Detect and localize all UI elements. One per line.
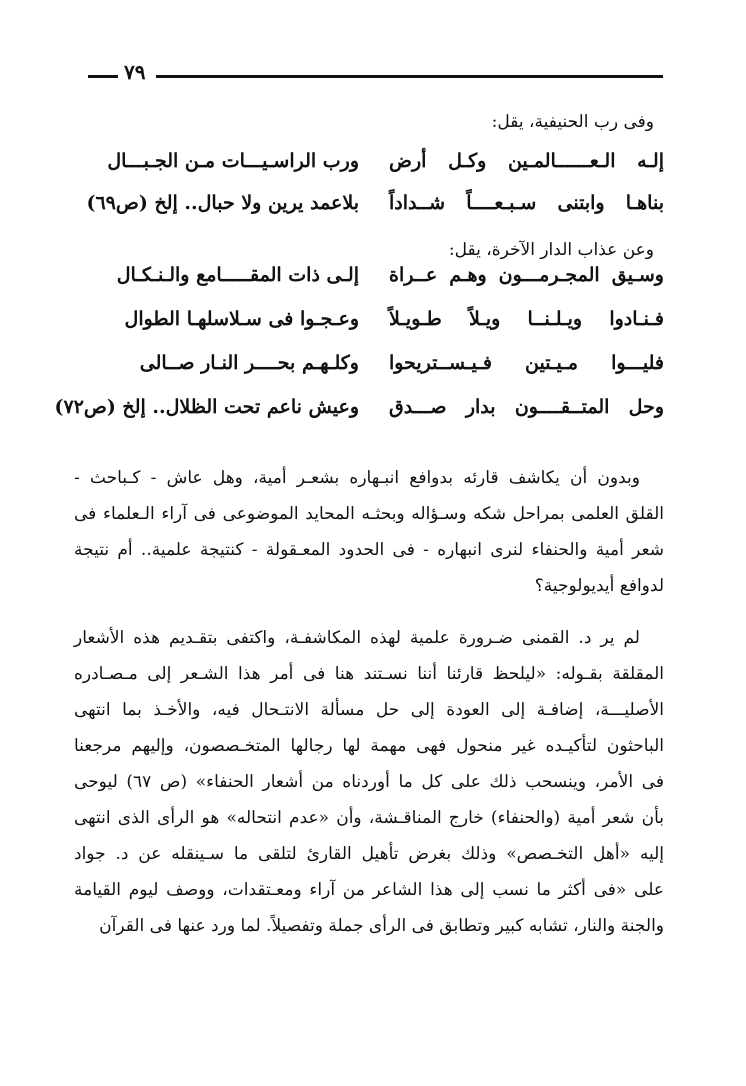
text-line: المقلقة بقـوله: «ليلحظ قارئنا أننا نسـتند هنا فى أمر هذا الشـعر إلى مـصـادره [74,664,664,684]
paragraph-2 [74,620,664,944]
verse-row [84,258,664,292]
text-line: والجنة والنار، تشابه كبير وتطابق فى الرأى جملة وتفصيلاً. لما ورد عنها فى القرآن [99,916,664,936]
verse-row [84,302,664,336]
section1-intro: وفى رب الحنيفية، يقل: [491,112,654,132]
verse-row [84,186,664,220]
text-line: على «فى أكثر ما نسب إلى هذا الشاعر من آراء ومعـتقدات، ووصف ليوم القيامة [74,880,664,900]
verse-hemistich-second: وعيش ناعم تحت الظلال.. إلخ (ص٧٢) [54,396,359,418]
paragraph-1 [74,460,664,604]
verse-hemistich-second: إلـى ذات المقـــــامع والـنـكـال [116,264,359,286]
header-rule-short [88,75,118,78]
verse-row [54,390,664,424]
verse-hemistich-first: إلـه الـعــــــالمـين وكـل أرض [389,150,664,172]
verse-hemistich-first: بناهـا وابتنى سـبـعــــاً شــداداً [389,192,664,214]
text-line: إليه «أهل التخـصص» وذلك بغرض تأهيل القارئ لتلقى ما سـينقله عن د. جواد [74,844,664,864]
text-line: فى الأمر، وينسحب ذلك على كل ما أوردناه من أشعار الحنفاء» (ص ٦٧) ليوحى [74,772,664,792]
verse-row [84,346,664,380]
text-line: لدوافع أيديولوجية؟ [534,576,664,596]
page-number: ٧٩ [124,60,146,84]
verse-hemistich-first: فـنـادوا ويـلـنــا ويـلاً طـويـلاً [389,308,664,330]
header-rule-long [156,75,663,78]
verse-hemistich-first: وسـيق المجـرمـــون وهـم عــراة [389,264,664,286]
verse-hemistich-first: وحل المتــقــــون بدار صـــدق [389,396,664,418]
text-line: وبدون أن يكاشف قارئه بدوافع انبـهاره بشعـر أمية، وهل عاش - كـباحث - [74,468,640,488]
text-line: الأصليـــة، إضافـة إلى العودة إلى حل مسألة الانتـحال فيه، والأخـذ بما انتهى [74,700,664,720]
page-header [88,60,663,90]
verse-hemistich-second: بلاعمد يرين ولا حبال.. إلخ (ص٦٩) [86,192,359,214]
text-line: شعر أمية والحنفاء لنرى انبهاره - فى الحدود المعـقولة - كنتيجة علمية.. أم نتيجة [74,540,664,560]
verse-hemistich-second: وكلـهـم بحــــر النـار صــالى [139,352,359,374]
verse-hemistich-first: فليـــوا مـيـتين فـيـســتريحوا [389,352,664,374]
text-line: بأن شعر أمية (والحنفاء) خارج المناقـشة، وأن «عدم انتحاله» هو الرأى الذى انتهى [74,808,664,828]
verse-row [84,144,664,178]
text-line: لم ير د. القمنى ضـرورة علمية لهذه المكاشفـة، واكتفى بتقـديم هذه الأشعار [74,628,640,648]
text-line: القلق العلمى بمراحل شكه وسـؤاله وبحثـه المحايد الموضوعى فى آراء الـعلماء فى [74,504,664,524]
verse-hemistich-second: وعـجـوا فى سـلاسلهـا الطوال [124,308,359,330]
verse-hemistich-second: ورب الراسـيـــات مـن الجـبـــال [107,150,359,172]
section2-intro: وعن عذاب الدار الآخرة، يقل: [448,240,654,260]
text-line: الباحثون لتأكيـده غير منحول فهى مهمة لها رجالها المتخـصصون، وإليهم مرجعنا [74,736,664,756]
